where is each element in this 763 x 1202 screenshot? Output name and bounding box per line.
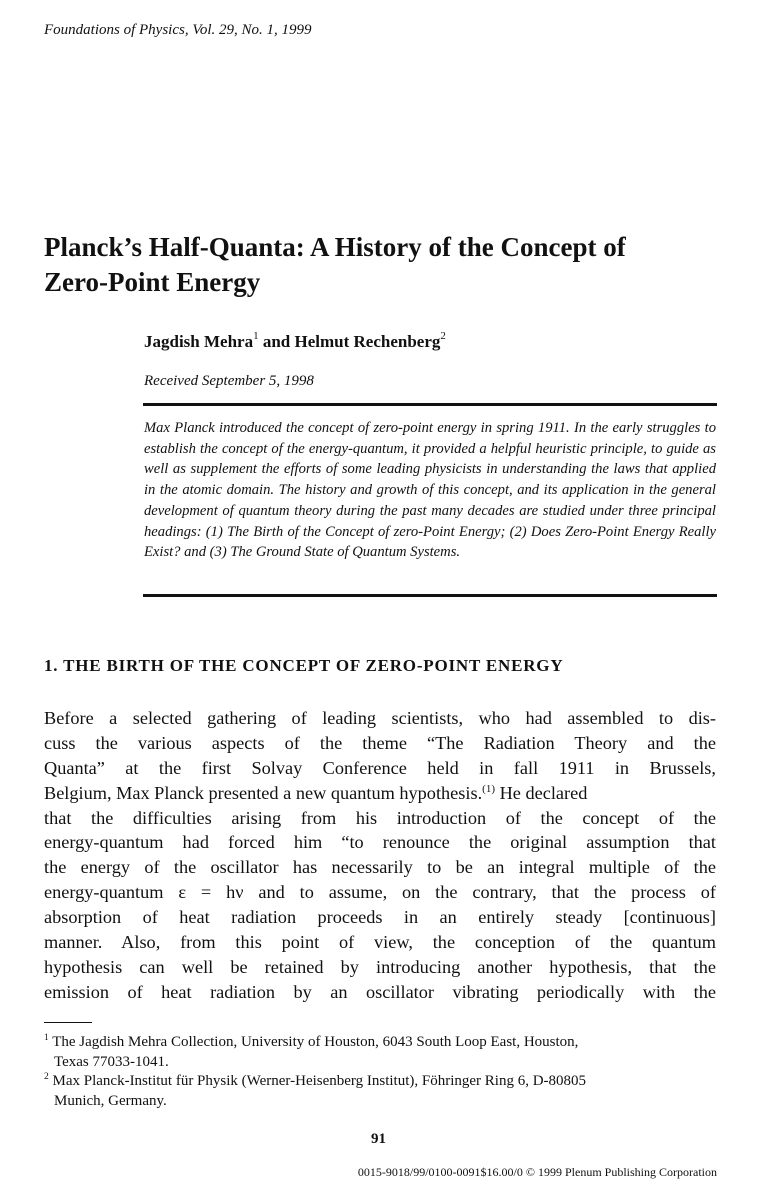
author-name: Helmut Rechenberg <box>294 332 441 351</box>
body-line: hypothesis can well be retained by introducing another hypothesis, that the <box>44 956 716 977</box>
title-line-2: Zero-Point Energy <box>44 267 261 297</box>
author-list <box>144 330 446 352</box>
body-line <box>44 781 716 806</box>
body-line: that the difficulties arising from his introduction of the concept of the <box>44 807 716 828</box>
author-affiliation-mark: 2 <box>440 330 446 342</box>
paper-title <box>44 230 734 300</box>
footnote-text: Max Planck-Institut für Physik (Werner-Heisenberg Institut), Föhringer Ring 6, D-80805 <box>52 1073 587 1089</box>
received-date: Received September 5, 1998 <box>144 373 314 389</box>
body-line-text: Belgium, Max Planck presented a new quantum hypothesis. <box>44 782 483 803</box>
title-line-1: Planck’s Half-Quanta: A History of the Concept of <box>44 232 626 262</box>
body-line: manner. Also, from this point of view, the conception of the quantum <box>44 932 716 953</box>
body-line: emission of heat radiation by an oscillator vibrating periodically with the <box>44 981 716 1002</box>
body-paragraph <box>44 706 716 1005</box>
abstract-top-rule <box>143 403 717 406</box>
footnote-number: 1 <box>44 1033 49 1043</box>
body-line-text: He declared <box>499 782 588 803</box>
body-line: cuss the various aspects of the theme “The Radiation Theory and the <box>44 732 716 753</box>
abstract: Max Planck introduced the concept of zero-point energy in spring 1911. In the early struggles to establish the concept of the energy-quantum, it provided a helpful heuristic principle, to guide as well as supplement the efforts of some leading physicists in understanding the laws that applied in the atomic domain. The history and growth of this concept, and its application in the general development of quantum theory during the past many decades are studied under three principal headings: (1) The Birth of the Concept of zero-Point Energy; (2) Does Zero-Point Energy Really Exist? and (3) The Ground State of Quantum Systems. <box>144 420 716 561</box>
footnote-text: Munich, Germany. <box>54 1092 167 1109</box>
footnote-separator <box>44 1022 92 1023</box>
copyright-line: 0015-9018/99/0100-0091$16.00/0 © 1999 Plenum Publishing Corporation <box>357 1165 717 1179</box>
footnote-text: Texas 77033-1041. <box>54 1053 169 1070</box>
footnote-number: 2 <box>44 1072 49 1082</box>
body-line: the energy of the oscillator has necessarily to be an integral multiple of the <box>44 857 716 878</box>
footnote-text: The Jagdish Mehra Collection, University of Houston, 6043 South Loop East, Houston, <box>52 1034 579 1050</box>
reference-mark: (1) <box>482 782 495 795</box>
body-line: energy-quantum had forced him “to renounce the original assumption that <box>44 832 716 853</box>
abstract-bottom-rule <box>143 594 717 597</box>
body-line: Quanta” at the first Solvay Conference held in fall 1911 in Brussels, <box>44 757 716 778</box>
body-line: energy-quantum ε = hν and to assume, on the contrary, that the process of <box>44 882 716 903</box>
author-affiliation-mark: 1 <box>253 330 259 342</box>
author-name: Jagdish Mehra <box>144 332 254 351</box>
author-conjunction: and <box>262 332 291 351</box>
body-line: absorption of heat radiation proceeds in an entirely steady [continuous] <box>44 907 716 928</box>
footnote <box>44 1072 716 1111</box>
footnote <box>44 1033 716 1072</box>
journal-citation: Foundations of Physics, Vol. 29, No. 1, 1999 <box>44 22 312 38</box>
section-heading: 1. THE BIRTH OF THE CONCEPT OF ZERO-POINT ENERGY <box>44 656 564 675</box>
page-number: 91 <box>371 1131 386 1147</box>
body-line: Before a selected gathering of leading scientists, who had assembled to dis- <box>44 708 716 728</box>
